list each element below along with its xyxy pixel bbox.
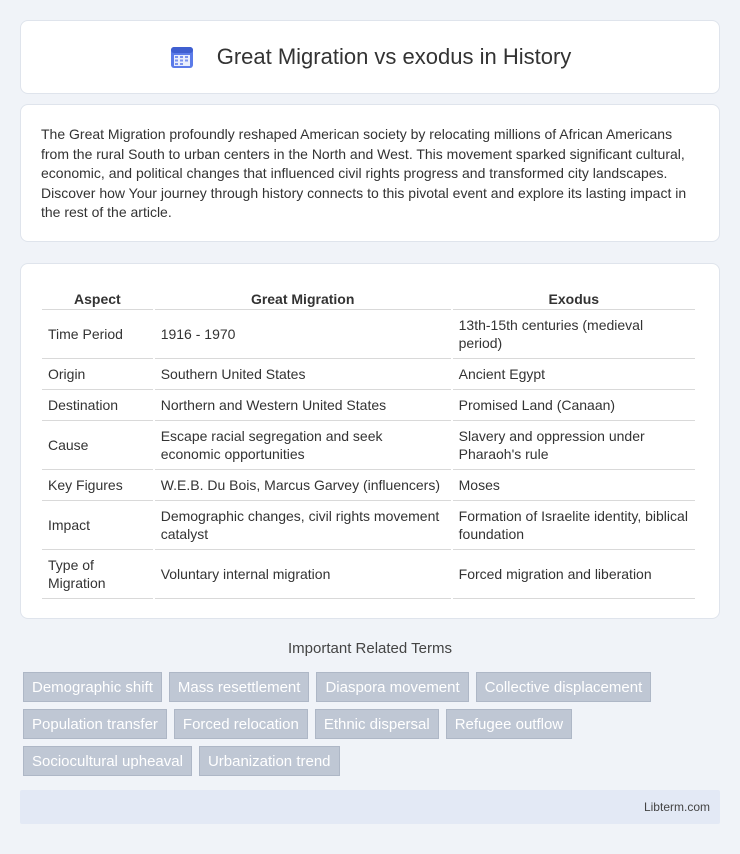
footer-site-link[interactable]: Libterm.com	[643, 800, 710, 814]
table-row	[42, 550, 695, 599]
table-row	[42, 421, 695, 470]
cell-great-migration: Voluntary internal migration	[155, 550, 451, 599]
cell-great-migration: Escape racial segregation and seek economic opportunities	[155, 421, 451, 470]
header-great-migration: Great Migration	[155, 284, 451, 310]
table-row	[42, 390, 695, 421]
cell-aspect: Cause	[42, 421, 153, 470]
comparison-table-card	[20, 263, 720, 619]
tag-population-transfer[interactable]: Population transfer	[23, 709, 167, 739]
cell-exodus: Ancient Egypt	[453, 359, 695, 390]
cell-exodus: Formation of Israelite identity, biblical foundation	[453, 501, 695, 550]
cell-exodus: Slavery and oppression under Pharaoh's rule	[453, 421, 695, 470]
intro-text: The Great Migration profoundly reshaped American society by relocating millions of African Americans from the rural South to urban centers in the North and West. This movement sparked significant cultural, economic, and political changes that influenced civil rights progress and transformed city landscapes. Discover how Your journey through history connects to this pivotal event and explore its lasting impact in the rest of the article.	[41, 126, 687, 221]
cell-great-migration: Demographic changes, civil rights movement catalyst	[155, 501, 451, 550]
cell-great-migration: Southern United States	[155, 359, 451, 390]
cell-great-migration: Northern and Western United States	[155, 390, 451, 421]
cell-aspect: Time Period	[42, 310, 153, 359]
cell-great-migration: W.E.B. Du Bois, Marcus Garvey (influencers)	[155, 470, 451, 501]
cell-aspect: Impact	[42, 501, 153, 550]
intro-card	[20, 104, 720, 242]
cell-exodus: Promised Land (Canaan)	[453, 390, 695, 421]
cell-aspect: Key Figures	[42, 470, 153, 501]
cell-exodus: Forced migration and liberation	[453, 550, 695, 599]
calendar-icon	[169, 44, 195, 70]
header-aspect: Aspect	[42, 284, 153, 310]
related-terms-title: Important Related Terms	[288, 640, 452, 657]
header-exodus: Exodus	[453, 284, 695, 310]
table-row	[42, 310, 695, 359]
cell-exodus: Moses	[453, 470, 695, 501]
page-title: Great Migration vs exodus in History	[216, 44, 572, 69]
title-card	[20, 20, 720, 94]
table-row	[42, 501, 695, 550]
cell-great-migration: 1916 - 1970	[155, 310, 451, 359]
tag-diaspora-movement[interactable]: Diaspora movement	[316, 672, 468, 702]
cell-aspect: Destination	[42, 390, 153, 421]
table-row	[42, 359, 695, 390]
tag-mass-resettlement[interactable]: Mass resettlement	[169, 672, 310, 702]
table-row	[42, 470, 695, 501]
comparison-table	[40, 284, 697, 599]
related-tags	[23, 672, 723, 783]
tag-collective-displacement[interactable]: Collective displacement	[476, 672, 652, 702]
tag-ethnic-dispersal[interactable]: Ethnic dispersal	[315, 709, 439, 739]
tag-sociocultural-upheaval[interactable]: Sociocultural upheaval	[23, 746, 192, 776]
tag-urbanization-trend[interactable]: Urbanization trend	[199, 746, 340, 776]
tag-forced-relocation[interactable]: Forced relocation	[174, 709, 308, 739]
tag-demographic-shift[interactable]: Demographic shift	[23, 672, 162, 702]
cell-aspect: Type of Migration	[42, 550, 153, 599]
cell-aspect: Origin	[42, 359, 153, 390]
footer	[20, 790, 720, 824]
cell-exodus: 13th-15th centuries (medieval period)	[453, 310, 695, 359]
tag-refugee-outflow[interactable]: Refugee outflow	[446, 709, 572, 739]
